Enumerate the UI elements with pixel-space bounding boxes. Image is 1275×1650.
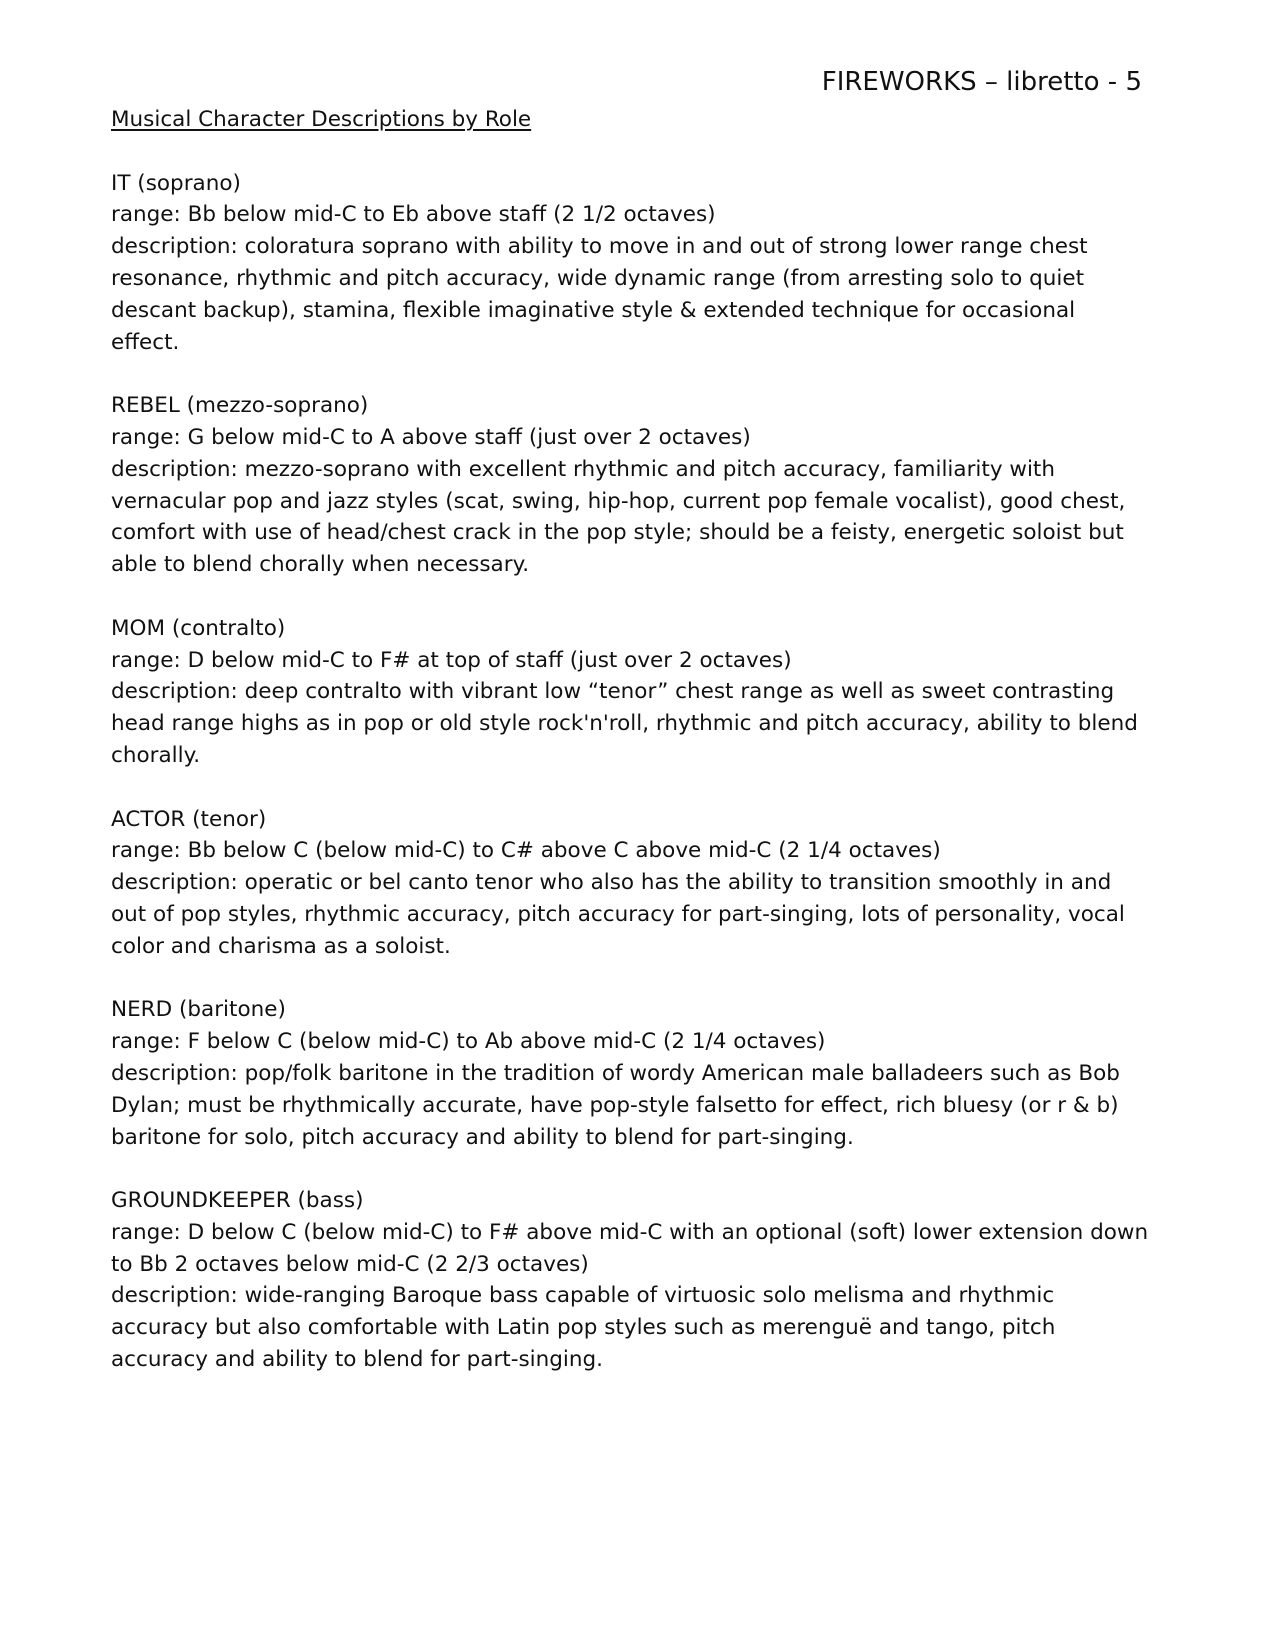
- role-entry-actor: [111, 804, 1151, 963]
- role-range: range: G below mid-C to A above staff (just over 2 octaves): [111, 424, 751, 450]
- role-description: description: wide-ranging Baroque bass capable of virtuosic solo melisma and rhythmic accuracy but also comfortable with Latin pop styles such as merenguë and tango, pitch accuracy and ability to blend for part-singing.: [111, 1283, 1056, 1373]
- role-description: description: pop/folk baritone in the tradition of wordy American male balladeers such as Bob Dylan; must be rhythmically accurate, have pop-style falsetto for effect, rich bluesy (or r & b) baritone for solo, pitch accuracy and ability to blend for part-singing.: [111, 1060, 1120, 1150]
- running-header: FIREWORKS – libretto - 5: [821, 67, 1142, 97]
- role-entry-nerd: [111, 994, 1151, 1153]
- role-range: range: Bb below mid-C to Eb above staff (2 1/2 octaves): [111, 202, 716, 228]
- role-heading: NERD (baritone): [111, 997, 286, 1023]
- role-heading: GROUNDKEEPER (bass): [111, 1188, 364, 1214]
- role-range: range: Bb below C (below mid-C) to C# above C above mid-C (2 1/4 octaves): [111, 838, 941, 864]
- role-entry-mom: [111, 613, 1151, 772]
- role-description: description: mezzo-soprano with excellent rhythmic and pitch accuracy, familiarity with vernacular pop and jazz styles (scat, swing, hip-hop, current pop female vocalist), good chest, comfort with use of head/chest crack in the pop style; should be a feisty, energetic soloist but able to blend chorally when necessary.: [111, 456, 1126, 578]
- role-description: description: operatic or bel canto tenor who also has the ability to transition smoothly in and out of pop styles, rhythmic accuracy, pitch accuracy for part-singing, lots of personality, vocal color and charisma as a soloist.: [111, 870, 1125, 959]
- role-range: range: D below mid-C to F# at top of staff (just over 2 octaves): [111, 647, 792, 673]
- role-description: description: coloratura soprano with ability to move in and out of strong lower range chest resonance, rhythmic and pitch accuracy, wide dynamic range (from arresting solo to quiet descant backup), stamina, flexible imaginative style & extended technique for occasional effect.: [111, 234, 1088, 355]
- role-range: range: D below C (below mid-C) to F# above mid-C with an optional (soft) lower extension down to Bb 2 octaves below mid-C (2 2/3 octaves): [111, 1219, 1149, 1277]
- document-title: Musical Character Descriptions by Role: [111, 107, 532, 132]
- role-range: range: F below C (below mid-C) to Ab above mid-C (2 1/4 octaves): [111, 1029, 826, 1055]
- role-entry-groundkeeper: [111, 1185, 1151, 1376]
- role-description: description: deep contralto with vibrant low “tenor” chest range as well as sweet contrasting head range highs as in pop or old style rock'n'roll, rhythmic and pitch accuracy, ability to blend chorally.: [111, 679, 1138, 768]
- role-heading: REBEL (mezzo-soprano): [111, 393, 369, 419]
- role-entry-it: [111, 168, 1151, 359]
- role-heading: MOM (contralto): [111, 615, 286, 641]
- role-entry-rebel: [111, 390, 1151, 581]
- document-body: [111, 104, 1151, 1376]
- role-heading: ACTOR (tenor): [111, 806, 267, 832]
- role-heading: IT (soprano): [111, 170, 241, 196]
